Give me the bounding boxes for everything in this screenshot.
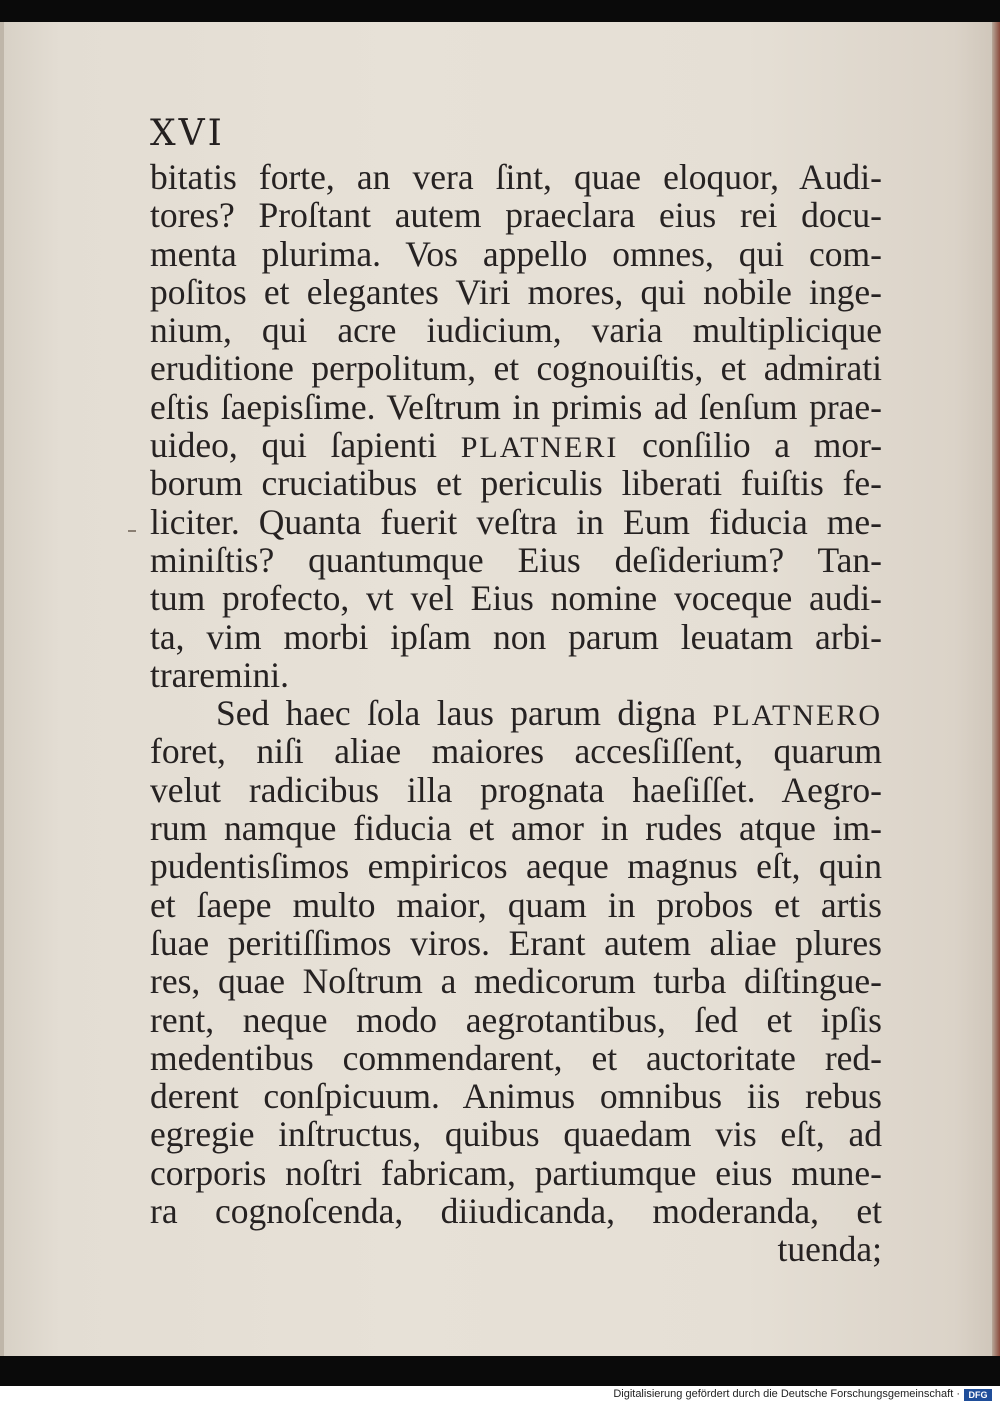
dfg-logo: DFG: [964, 1389, 992, 1401]
text-line: egregie inſtructus, quibus quaedam vis eſt, ad: [150, 1114, 882, 1155]
text-line: liciter. Quanta fuerit veſtra in Eum fiducia me-: [150, 501, 882, 542]
text-segment: Sed haec ſola laus parum digna: [216, 693, 697, 734]
name-platnero: PLATNERO: [712, 699, 883, 733]
text-line: nium, qui acre iudicium, varia multiplicique: [150, 310, 882, 351]
text-line: ſuae peritiſſimos viros. Erant autem aliae plures: [150, 922, 882, 963]
text-segment: uideo, qui ſapienti: [150, 425, 437, 466]
page-right-edge: [992, 22, 1000, 1356]
text-line: medentibus commendarent, et auctoritate red-: [150, 1037, 882, 1078]
body-text: [150, 158, 882, 1269]
text-line: velut radicibus illa prognata haeſiſſet. Aegro-: [150, 769, 882, 810]
footer-credit: Digitalisierung gefördert durch die Deutsche Forschungsgemeinschaft ·: [613, 1388, 960, 1400]
text-line: rent, neque modo aegrotantibus, ſed et ipſis: [150, 999, 882, 1040]
text-line: tum profecto, vt vel Eius nomine voceque audi-: [150, 578, 882, 619]
text-line: et ſaepe multo maior, quam in probos et artis: [150, 884, 882, 925]
text-line: foret, niſi aliae maiores accesſiſſent, quarum: [150, 731, 882, 772]
text-line: miniſtis? quantumque Eius deſiderium? Tan-: [150, 539, 882, 580]
text-line: tores? Proſtant autem praeclara eius rei docu-: [150, 195, 882, 236]
text-line: [150, 694, 882, 732]
name-platneri: PLATNERI: [460, 431, 619, 465]
text-line: eruditione perpolitum, et cognouiſtis, et admirati: [150, 348, 882, 389]
text-line: [150, 426, 882, 464]
page-left-edge: [0, 22, 4, 1356]
text-line: pudentisſimos empiricos aeque magnus eſt, quin: [150, 846, 882, 887]
text-line: bitatis forte, an vera ſint, quae eloquor, Audi-: [150, 157, 882, 197]
text-line: rum namque fiducia et amor in rudes atque im-: [150, 808, 882, 849]
text-segment: conſilio a mor-: [642, 425, 883, 466]
text-line: menta plurima. Vos appello omnes, qui com-: [150, 233, 882, 274]
text-line: corporis noſtri fabricam, partiumque eius mune-: [150, 1152, 882, 1193]
text-line: traremini.: [150, 654, 289, 695]
text-line: res, quae Noſtrum a medicorum turba diſtingue-: [150, 961, 882, 1002]
text-line: derent conſpicuum. Animus omnibus iis rebus: [150, 1076, 882, 1117]
text-line: borum cruciatibus et periculis liberati fuiſtis fe-: [150, 463, 882, 504]
margin-mark: [128, 530, 136, 532]
text-line: ta, vim morbi ipſam non parum leuatam arbi-: [150, 616, 882, 657]
page-number: XVI: [150, 113, 225, 154]
text-line: eſtis ſaepisſime. Veſtrum in primis ad ſenſum prae-: [150, 386, 882, 427]
text-line: ra cognoſcenda, diiudicanda, moderanda, et: [150, 1191, 882, 1232]
text-line: poſitos et elegantes Viri mores, qui nobile inge-: [150, 271, 882, 312]
catchword: tuenda;: [777, 1229, 882, 1270]
